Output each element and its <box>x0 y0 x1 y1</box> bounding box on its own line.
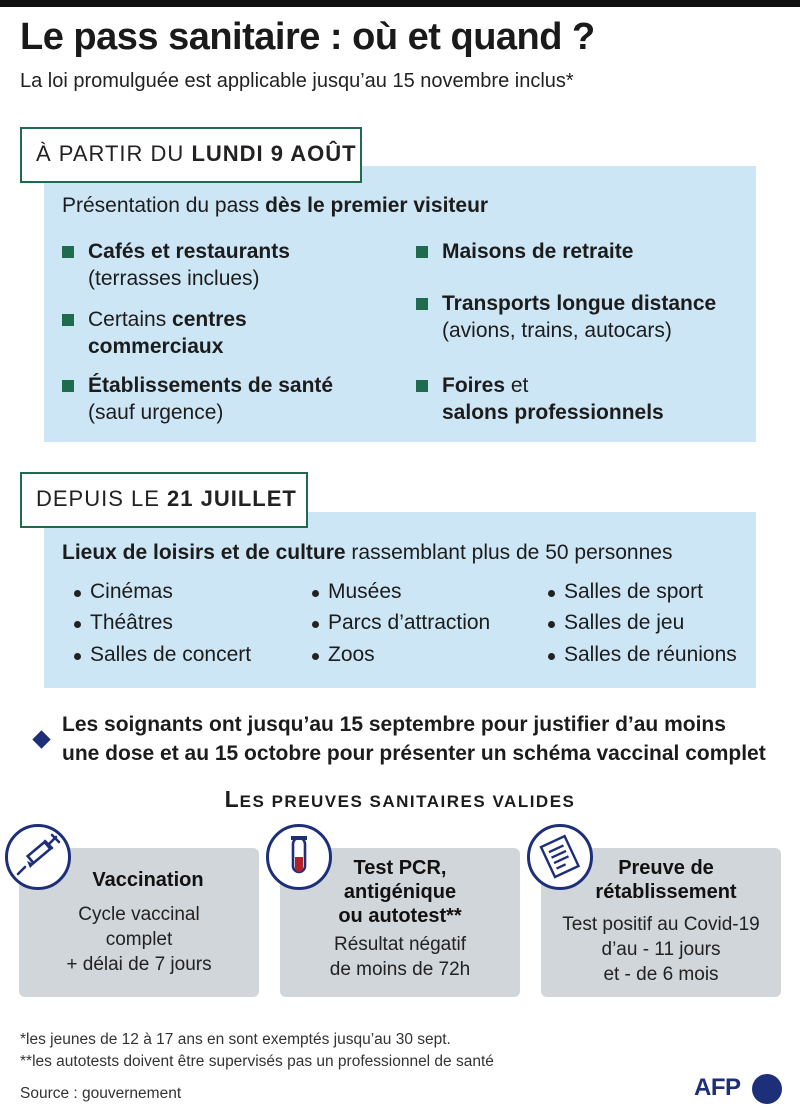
section-aout-intro: Présentation du pass dès le premier visiteur <box>62 194 489 217</box>
source: Source : gouvernement <box>20 1085 182 1102</box>
section-juillet-intro: Lieux de loisirs et de culture rassemblant plus de 50 personnes <box>62 541 673 564</box>
syringe-icon <box>5 824 71 890</box>
bullet-square <box>62 246 74 258</box>
test-tube-icon <box>266 824 332 890</box>
list-item: Foires et salons professionnels <box>416 372 664 426</box>
preuves-heading: LES PREUVES SANITAIRES VALIDES <box>224 786 576 812</box>
card-test: Test PCR, antigénique ou autotest** Résultat négatif de moins de 72h <box>280 848 520 997</box>
bullet-square <box>62 314 74 326</box>
list-item: Zoos <box>310 643 375 667</box>
document-icon <box>527 824 593 890</box>
footnote-2: **les autotests doivent être supervisés pas un professionnel de santé <box>20 1053 494 1070</box>
list-item: Salles de sport <box>546 580 703 604</box>
section-juillet-tag: DEPUIS LE 21 JUILLET <box>20 472 308 528</box>
page-subtitle: La loi promulguée est applicable jusqu’au 15 novembre inclus* <box>20 70 574 92</box>
page-title: Le pass sanitaire : où et quand ? <box>20 16 595 58</box>
card-vaccination: Vaccination Cycle vaccinal complet + délai de 7 jours <box>19 848 259 997</box>
bullet-square <box>62 380 74 392</box>
bullet-square <box>416 380 428 392</box>
bullet-square <box>416 298 428 310</box>
list-item: Transports longue distance (avions, trains, autocars) <box>416 290 716 344</box>
list-item: Certains centres commerciaux <box>62 306 247 360</box>
list-item: Maisons de retraite <box>416 238 633 265</box>
top-bar <box>0 0 800 7</box>
list-item: Théâtres <box>72 611 173 635</box>
list-item: Musées <box>310 580 402 604</box>
list-item: Parcs d’attraction <box>310 611 490 635</box>
list-item: Salles de concert <box>72 643 251 667</box>
diamond-icon <box>32 730 50 748</box>
afp-logo: AFP <box>694 1074 741 1101</box>
footnote-1: *les jeunes de 12 à 17 ans en sont exemptés jusqu’au 30 sept. <box>20 1031 451 1048</box>
afp-logo-dot <box>752 1074 782 1104</box>
list-item: Établissements de santé (sauf urgence) <box>62 372 333 426</box>
list-item: Salles de jeu <box>546 611 684 635</box>
bullet-square <box>416 246 428 258</box>
card-retablissement: Preuve de rétablissement Test positif au Covid-19 d’au - 11 jours et - de 6 mois <box>541 848 781 997</box>
list-item: Cinémas <box>72 580 173 604</box>
section-aout-tag: À PARTIR DU LUNDI 9 AOÛT <box>20 127 362 183</box>
soignants-note: Les soignants ont jusqu’au 15 septembre pour justifier d’au moins une dose et au 15 octobre pour présenter un schéma vaccinal complet <box>62 713 766 765</box>
list-item: Salles de réunions <box>546 643 737 667</box>
list-item: Cafés et restaurants (terrasses inclues) <box>62 238 290 292</box>
